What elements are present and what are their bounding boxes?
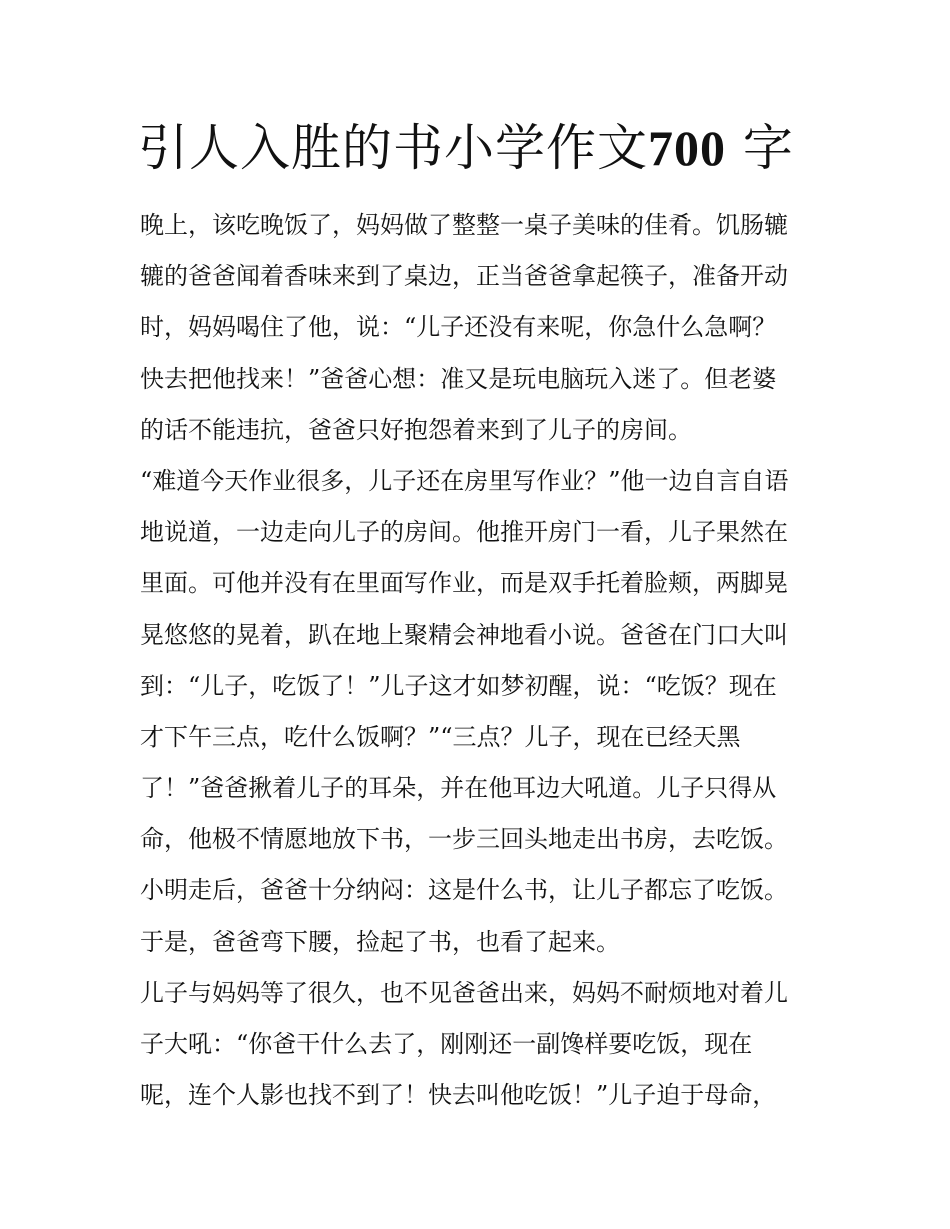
text-line: 了！”爸爸揪着儿子的耳朵，并在他耳边大吼道。儿子只得从 <box>140 774 777 803</box>
text-line: 呢，连个人影也找不到了！快去叫他吃饭！”儿子迫于母命， <box>140 1081 777 1110</box>
text-line: 命，他极不情愿地放下书，一步三回头地走出书房，去吃饭。 <box>140 825 788 854</box>
title-text: 引人入胜的书小学作文 <box>138 119 648 177</box>
text-line: 子大吼：“你爸干什么去了，刚刚还一副馋样要吃饭，现在 <box>140 1030 753 1058</box>
text-line: 到：“儿子，吃饭了！”儿子这才如梦初醒，说：“吃饭？现在 <box>140 671 777 700</box>
text-line: 才下午三点，吃什么饭啊？”“三点？儿子，现在已经天黑 <box>140 722 741 751</box>
text-line: 里面。可他并没有在里面写作业，而是双手托着脸颊，两脚晃 <box>140 569 788 598</box>
text-line: 地说道，一边走向儿子的房间。他推开房门一看，儿子果然在 <box>140 518 788 547</box>
text-line: 于是，爸爸弯下腰，捡起了书，也看了起来。 <box>140 927 620 956</box>
text-line: 晚上，该吃晚饭了，妈妈做了整整一桌子美味的佳肴。饥肠辘 <box>140 211 788 239</box>
text-line: 的话不能违抗，爸爸只好抱怨着来到了儿子的房间。 <box>140 415 692 444</box>
text-line: 小明走后，爸爸十分纳闷：这是什么书，让儿子都忘了吃饭。 <box>140 876 788 905</box>
text-line: 晃悠悠的晃着，趴在地上聚精会神地看小说。爸爸在门口大叫 <box>140 620 788 649</box>
title-suffix: 字 <box>742 119 794 177</box>
title-number: 700 <box>648 120 726 176</box>
text-line: 儿子与妈妈等了很久，也不见爸爸出来，妈妈不耐烦地对着儿 <box>140 978 788 1007</box>
text-line: 时，妈妈喝住了他，说：“儿子还没有来呢，你急什么急啊？ <box>140 313 777 342</box>
essay-body <box>140 200 820 1121</box>
text-line: 快去把他找来！”爸爸心想：准又是玩电脑玩入迷了。但老婆 <box>140 364 777 393</box>
text-line: 辘的爸爸闻着香味来到了桌边，正当爸爸拿起筷子，准备开动 <box>140 262 788 291</box>
page-title <box>138 112 838 184</box>
text-line: “难道今天作业很多，儿子还在房里写作业？”他一边自言自语 <box>140 466 789 495</box>
